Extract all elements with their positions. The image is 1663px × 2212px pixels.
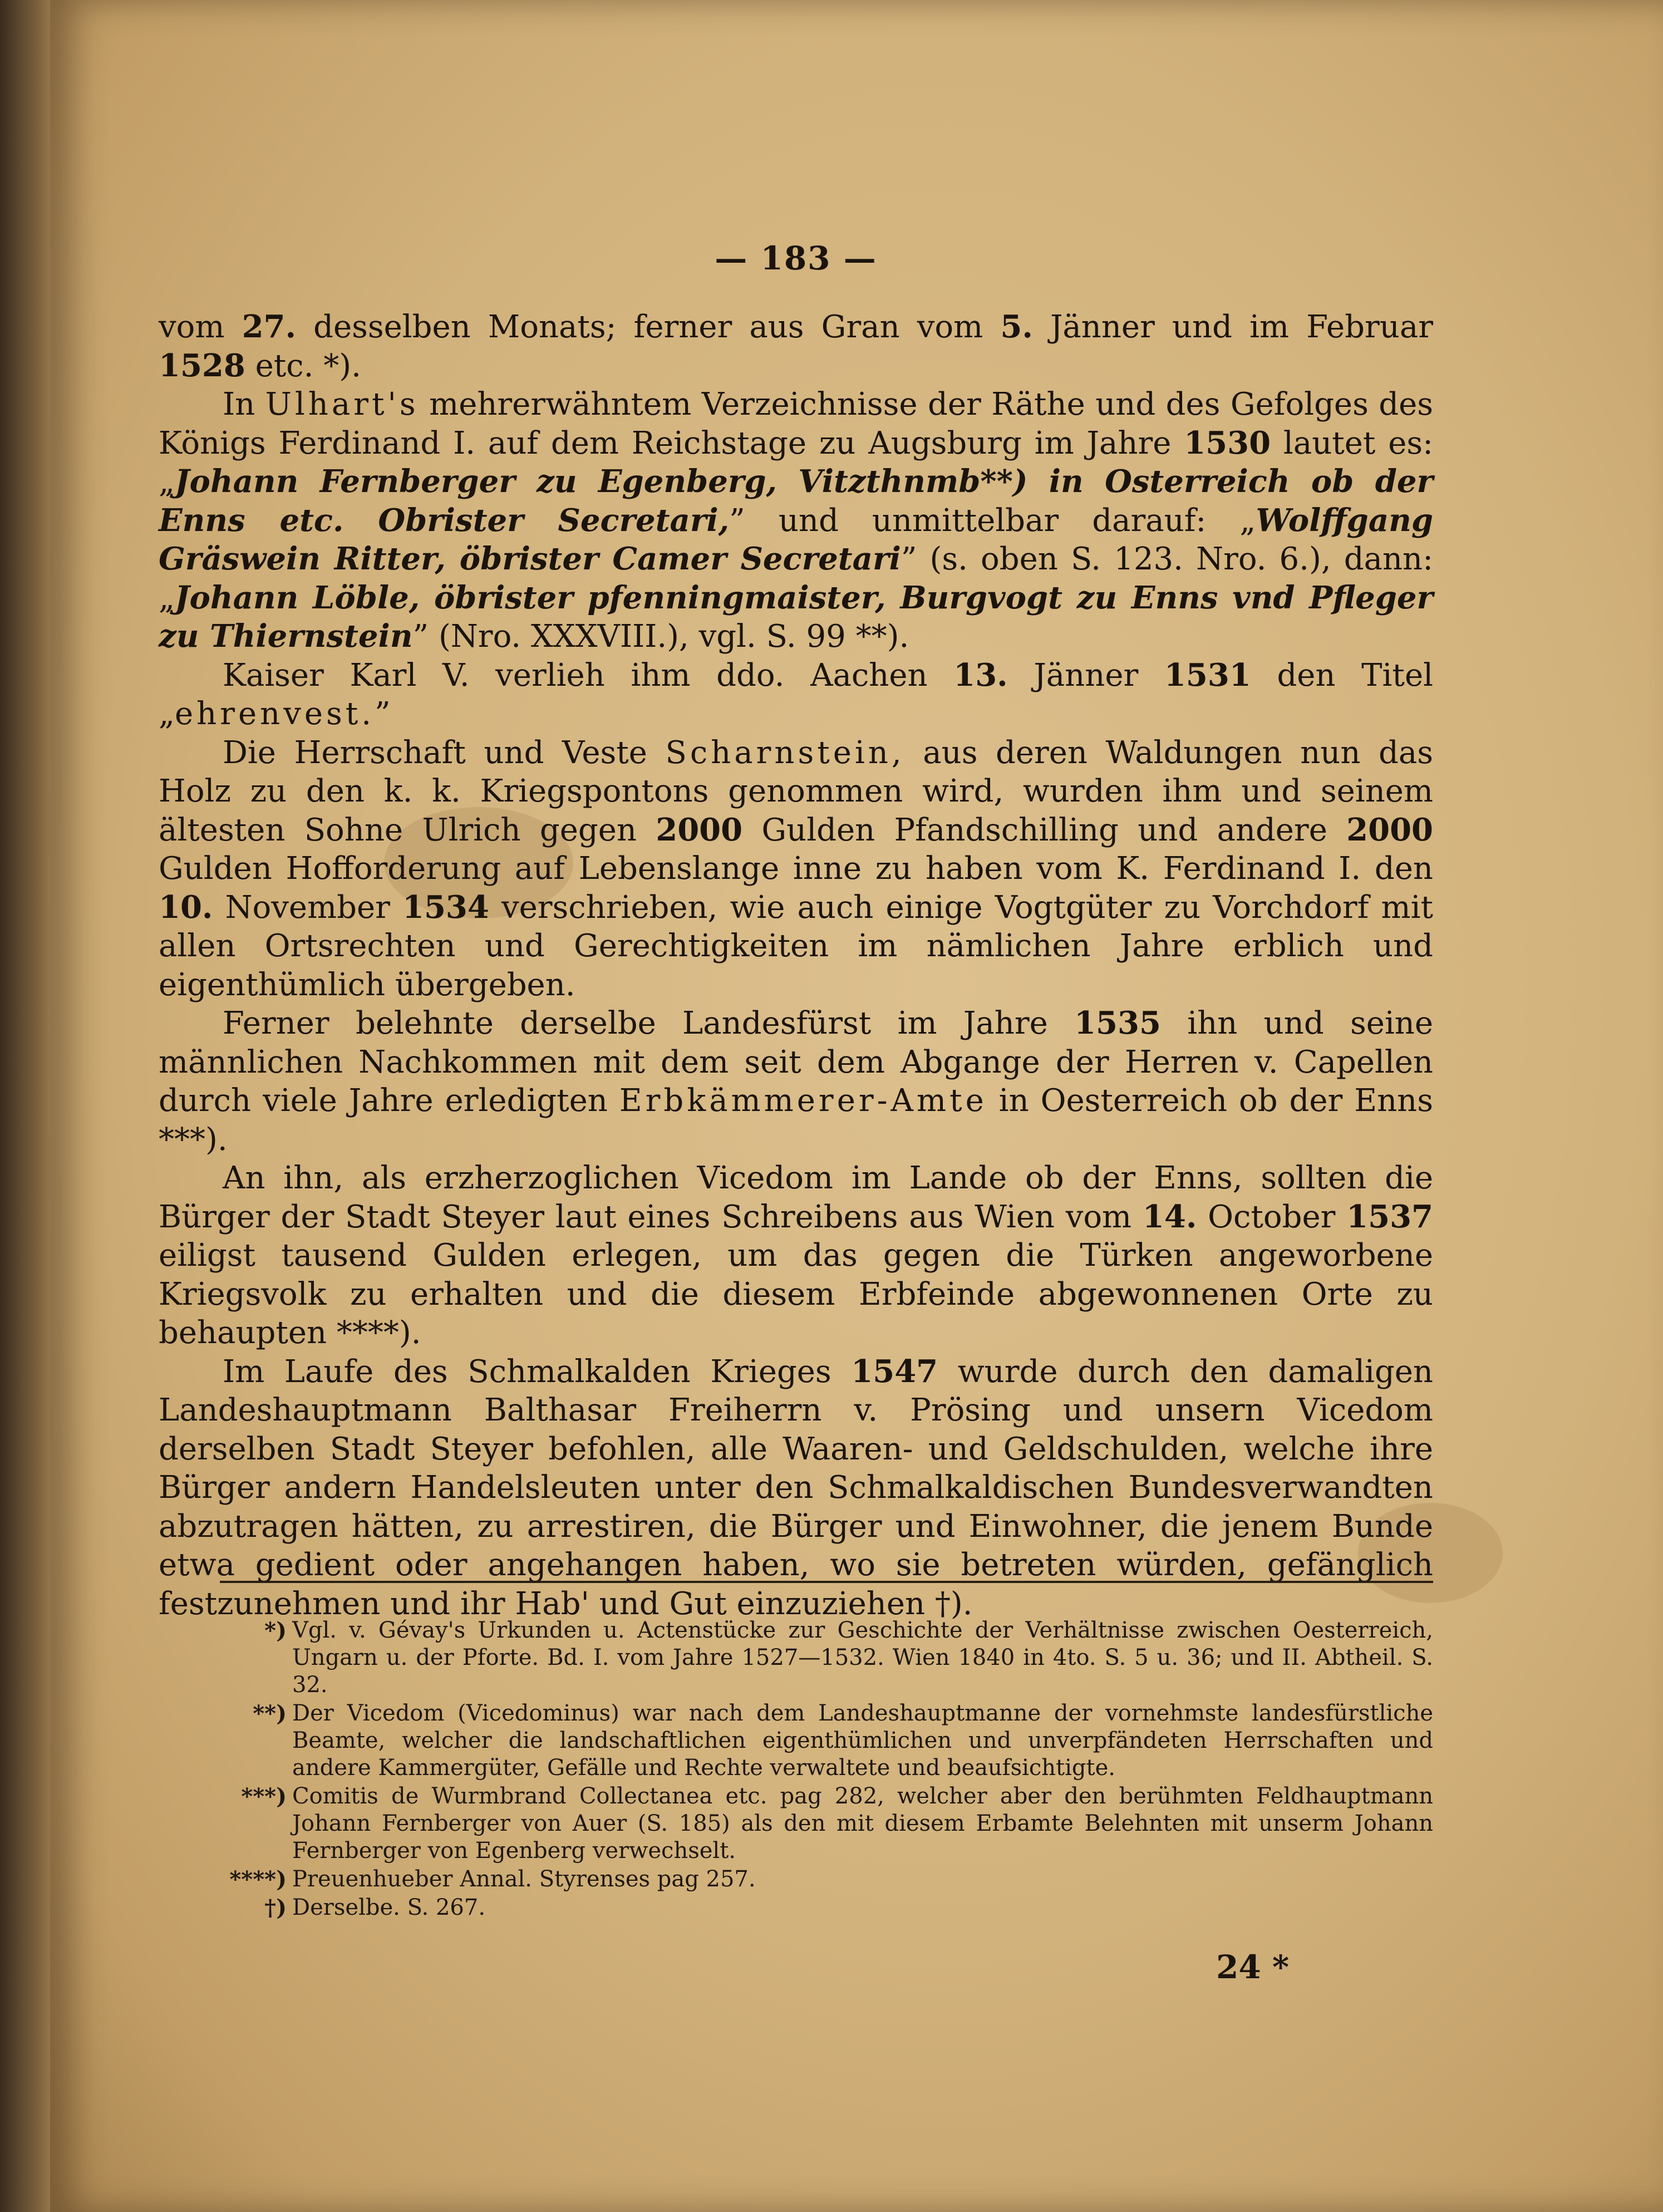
- paragraph: [159, 385, 1433, 656]
- text-run: ” (Nro. XXXVIII.), vgl. S. 99 **).: [412, 618, 909, 655]
- bold-run: 27.: [242, 308, 297, 345]
- text-run: Ferner belehnte derselbe Landesfürst im Jahre: [223, 1005, 1075, 1041]
- bold-run: 2000: [656, 811, 743, 848]
- paragraph: [159, 1159, 1433, 1353]
- bold-run: 1528: [159, 347, 245, 384]
- text-run: in Oesterreich ob der Enns ***).: [159, 1083, 1433, 1158]
- text-run: etc. *).: [245, 347, 361, 384]
- paragraph: [159, 308, 1433, 385]
- footnote: [167, 1894, 1433, 1921]
- italic-run: Johann Löble, öbrister pfenningmaister, Burgvogt zu Enns vnd Pfleger zu Thiernstein: [159, 579, 1433, 655]
- text-run: wurde durch den damaligen Landeshauptmann Balthasar Freiherrn v. Prösing und unsern Vicedom derselben Stadt Steyer befohlen, alle Waaren- und Geldschulden, welche ihre Bürger andern Handelsleuten unter den Schmalkaldischen Bundesverwandten abzutragen hätten, zu arrestiren, die Bürger und Einwohner, die jenem Bunde etwa gedient oder angehangen haben, wo sie betreten würden, gefänglich festzunehmen und ihr Hab' und Gut einzuziehen †).: [159, 1353, 1433, 1622]
- bold-run: 1530: [1184, 424, 1271, 461]
- text-run: verschrieben, wie auch einige Vogtgüter zu Vorchdorf mit allen Ortsrechten und Gerechtigkeiten im nämlichen Jahre erblich und eigenthümlich übergeben.: [159, 889, 1434, 1003]
- italic-run: Wolffgang Gräswein Ritter, öbrister Camer Secretari: [159, 502, 1433, 577]
- text-run: eiligst tausend Gulden erlegen, um das gegen die Türken angeworbene Kriegsvolk zu erhalten und die diesem Erbfeinde abgewonnenen Orte zu behaupten ****).: [159, 1237, 1433, 1351]
- main-text: [159, 239, 1433, 1623]
- text-run: den Titel „: [159, 657, 1433, 732]
- footnote-mark: *): [264, 1618, 287, 1644]
- bold-run: 1534: [402, 888, 489, 926]
- spaced-run: Scharnstein,: [665, 734, 905, 771]
- text-run: In: [223, 386, 265, 422]
- text-run: desselben Monats; ferner aus Gran vom: [296, 309, 1001, 345]
- bold-run: 5.: [1000, 308, 1033, 345]
- paragraph: [159, 656, 1433, 734]
- text-run: lautet es: „: [159, 425, 1433, 500]
- footnote-text: Vgl. v. Gévay's Urkunden u. Actenstücke zur Geschichte der Verhältnisse zwischen Oesterreich, Ungarn u. der Pforte. Bd. I. vom Jahre 1527—1532. Wien 1840 in 4to. S. 5 u. 36; und II. Abtheil. S. 32.: [292, 1618, 1433, 1698]
- footnote-separator: [220, 1581, 1433, 1583]
- text-run: Jänner: [1007, 657, 1164, 694]
- bold-run: 1531: [1164, 656, 1251, 694]
- footnotes: [167, 1617, 1433, 1923]
- text-run: Kaiser Karl V. verlieh ihm ddo. Aachen: [223, 657, 954, 694]
- bold-run: 2000: [1346, 811, 1434, 848]
- footnote-text: Comitis de Wurmbrand Collectanea etc. pag 282, welcher aber den berühmten Feldhauptmann Johann Fernberger von Auer (S. 185) als den mit diesem Erbamte Belehnten mit unserm Johann Fernberger von Egenberg verwechselt.: [292, 1783, 1433, 1864]
- footnote: [167, 1617, 1433, 1699]
- footnote-text: Preuenhueber Annal. Styrenses pag 257.: [292, 1866, 756, 1892]
- text-run: An ihn, als erzherzoglichen Vicedom im Lande ob der Enns, sollten die Bürger der Stadt Steyer laut eines Schreibens aus Wien vom: [159, 1160, 1433, 1235]
- footnote-mark: †): [264, 1895, 287, 1921]
- bold-run: 14.: [1142, 1198, 1197, 1235]
- bold-run: 13.: [953, 656, 1008, 694]
- footnote-text: Der Vicedom (Vicedominus) war nach dem Landeshauptmanne der vornehmste landesfürstliche Beamte, welcher die landschaftlichen eigenthümlichen und unverpfändeten Herrschaften und andere Kammergüter, Gefälle und Rechte verwaltete und beaufsichtigte.: [292, 1700, 1433, 1781]
- spaced-run: ehrenvest.: [175, 696, 375, 732]
- footnote-mark: ***): [241, 1783, 287, 1810]
- footnote: [167, 1700, 1433, 1782]
- spaced-run: Erbkämmerer-Amte: [619, 1083, 987, 1119]
- text-run: Gulden Hofforderung auf Lebenslange inne zu haben vom K. Ferdinand I. den: [159, 851, 1433, 887]
- text-run: November: [213, 889, 402, 926]
- signature-mark: 24 *: [1216, 1948, 1290, 1986]
- paragraph: [159, 734, 1433, 1005]
- text-run: Im Laufe des Schmalkalden Krieges: [223, 1353, 852, 1390]
- text-run: ihn und seine männlichen Nachkommen mit dem seit dem Abgange der Herren v. Capellen durch viele Jahre erledigten: [159, 1005, 1434, 1119]
- spaced-run: Ulhart's: [265, 386, 419, 422]
- text-run: mehrerwähntem Verzeichnisse der Räthe und des Gefolges des Königs Ferdinand I. auf dem Reichstage zu Augsburg im Jahre: [159, 386, 1433, 461]
- paragraph: [159, 1004, 1433, 1159]
- footnote-text: Derselbe. S. 267.: [292, 1895, 486, 1920]
- bold-run: 1547: [851, 1353, 938, 1390]
- text-run: ” und unmittelbar darauf: „: [729, 502, 1256, 539]
- italic-run: Johann Fernberger zu Egenberg, Vitzthnmb**) in Osterreich ob der Enns etc. Obrister Secretari,: [159, 463, 1433, 539]
- footnote-mark: ****): [229, 1866, 287, 1893]
- text-run: ” (s. oben S. 123. Nro. 6.), dann: „: [159, 541, 1433, 616]
- bold-run: 1535: [1074, 1005, 1161, 1041]
- text-run: Die Herrschaft und Veste: [223, 734, 666, 771]
- body-paragraphs: [159, 308, 1433, 1623]
- footnote-mark: **): [253, 1700, 287, 1727]
- footnote: [167, 1866, 1433, 1893]
- text-run: October: [1197, 1198, 1347, 1235]
- text-run: Gulden Pfandschilling und andere: [742, 812, 1347, 848]
- text-run: ”: [375, 696, 391, 732]
- bold-run: 10.: [159, 888, 213, 926]
- bold-run: 1537: [1346, 1198, 1433, 1235]
- text-run: aus deren Waldungen nun das Holz zu den k. k. Kriegspontons genommen wird, wurden ihm und seinem ältesten Sohne Ulrich gegen: [159, 734, 1433, 848]
- footnote: [167, 1783, 1433, 1865]
- text-run: Jänner und im Februar: [1032, 309, 1433, 345]
- page-number: — 183 —: [715, 239, 877, 277]
- text-run: vom: [159, 309, 242, 345]
